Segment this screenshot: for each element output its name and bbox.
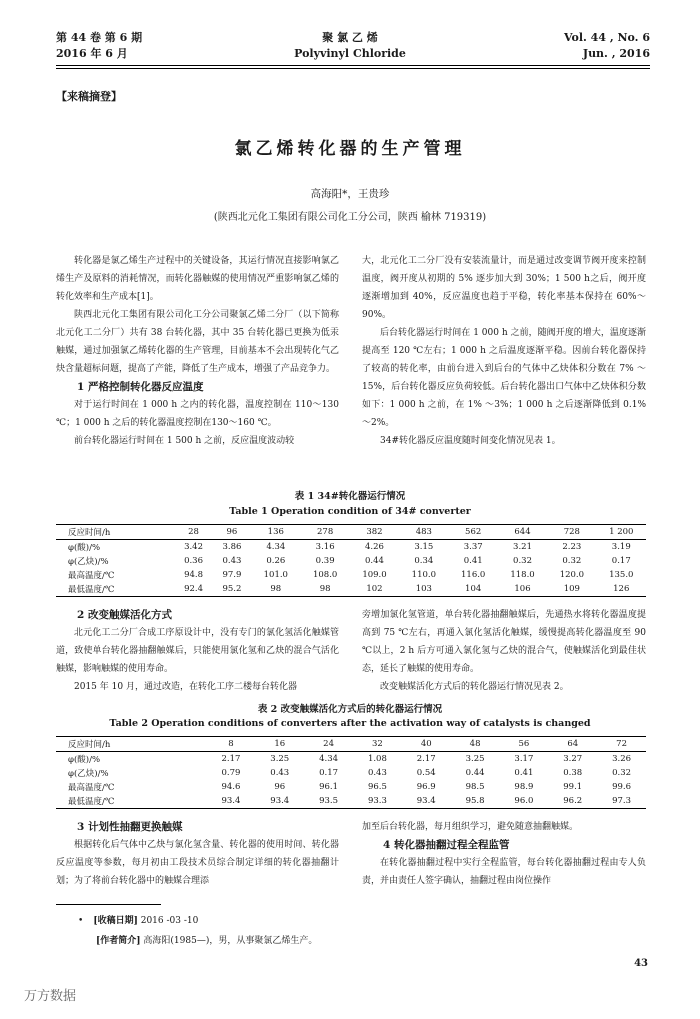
table-cell: 2.17 [221,754,241,764]
table-cell: 0.39 [315,556,335,566]
table1-caption-cn: 表 1 34#转化器运行情况 [294,491,406,502]
table-cell: 0.43 [222,556,242,566]
table-cell: 0.54 [416,768,436,778]
table-row [56,752,646,767]
table-header-row [56,525,646,540]
table-header-cell: 反应时间/h [56,737,207,752]
table-header-cell: 32 [353,737,402,752]
paragraph: 对于运行时间在 1 000 h 之内的转化器，温度控制在 110～130 ℃；1 000 h 之后的转化器温度控制在130～160 ℃。 [56,400,339,428]
table-cell: 93.5 [304,794,353,809]
table-cell: 99.6 [612,782,632,792]
table2-caption-cn: 表 2 改变触媒活化方式后的转化器运行情况 [257,704,443,715]
table-cell: 0.41 [514,768,534,778]
table-header-cell: 72 [597,737,646,752]
right-column-1 [362,252,646,450]
table-header-row [56,737,646,752]
page-number: 43 [634,958,648,969]
table-cell: 3.37 [463,542,483,552]
table1 [56,524,646,597]
table-cell: 4.34 [319,754,339,764]
table-cell: 98.5 [465,782,485,792]
table-row [56,540,646,555]
section-heading-2: 2 改变触媒活化方式 [77,609,172,621]
journal-date: 2016 年 6 月 [56,47,128,60]
paragraph: 在转化器抽翻过程中实行全程监管，每台转化器抽翻过程由专人负责，并由责任人签字确认，抽翻过程由岗位操作 [362,858,646,886]
table-cell: 110.0 [411,570,436,580]
table-cell: 3.17 [514,754,534,764]
author-label: [作者简介] [96,936,141,946]
table-cell: 0.17 [319,768,339,778]
paragraph: 前台转化器运行时间在 1 500 h 之前，反应温度波动较 [74,436,295,446]
table-header-cell: 56 [499,737,548,752]
table-cell: 最高温度/℃ [68,783,115,793]
footnote-rule [56,904,161,905]
table-cell: 106 [498,582,547,597]
table-cell: 98.9 [514,782,534,792]
table-cell: 0.32 [612,768,632,778]
table-cell: 3.15 [414,542,434,552]
table-header-cell: 16 [255,737,304,752]
table-cell: φ(乙炔)/% [68,557,109,567]
table-cell: 最低温度/℃ [56,794,207,809]
table-header-cell: 24 [304,737,353,752]
table-cell: 98 [300,582,349,597]
table-cell: 94.6 [221,782,241,792]
table-cell: 4.26 [365,542,384,552]
table-cell: 最低温度/℃ [56,582,174,597]
table-header-cell: 278 [300,525,349,540]
section-heading-3: 3 计划性抽翻更换触媒 [77,821,183,833]
table-header-cell: 40 [402,737,451,752]
table-cell: φ(乙炔)/% [68,769,109,779]
affiliation: (陕西北元化工集团有限公司化工分公司，陕西 榆林 719319) [213,212,487,223]
journal-date-en: Jun. , 2016 [582,47,650,60]
table-cell: 99.1 [563,782,583,792]
table-cell: 135.0 [609,570,634,580]
table-cell: 93.4 [402,794,451,809]
table-cell: 96 [274,782,286,792]
table-cell: 96.0 [499,794,548,809]
table-cell: 96.9 [416,782,436,792]
bullet: • [78,916,84,926]
received-label: [收稿日期] [93,916,138,926]
table-cell: 0.34 [414,556,434,566]
table-header-cell: 64 [548,737,597,752]
table-cell: 96.2 [548,794,597,809]
table-cell: 126 [597,582,646,597]
table-row [56,568,646,582]
table1-caption-en: Table 1 Operation condition of 34# converter [229,506,471,517]
table-header-cell: 48 [451,737,500,752]
table-cell: 2.23 [562,542,582,552]
table-cell: 2.17 [416,754,436,764]
paragraph: 加至后台转化器，每月组织学习，避免随意抽翻触媒。 [362,822,579,832]
table-cell: 3.21 [513,542,532,552]
table-cell: 109.0 [362,570,387,580]
table-cell: 0.32 [513,556,532,566]
author-bio: 高海阳(1985—)，男，从事聚氯乙烯生产。 [143,936,318,946]
table-cell: 3.16 [315,542,335,552]
journal-volume-en: Vol. 44 , No. 6 [563,31,650,44]
table-row [56,582,646,597]
footnote-author [96,932,317,951]
table2-caption-en: Table 2 Operation conditions of converters after the activation way of catalysts is changed [109,718,591,729]
table-header-cell: 562 [449,525,498,540]
paragraph: 大，北元化工二分厂没有安装流量计，而是通过改变调节阀开度来控制温度，阀开度从初期的 5% 逐步加大到 30%；1 500 h之后，阀开度逐渐增加到 40%，反应温度也趋于平稳，转化率基本保持在 60%～90%。 [362,256,646,320]
right-column-2 [362,606,646,696]
table-cell: 1.08 [367,754,387,764]
table-cell: 3.27 [563,754,583,764]
table-cell: 0.38 [563,768,583,778]
header-rule [56,65,650,66]
table-header-cell: 1 200 [597,525,646,540]
paragraph: 后台转化器运行时间在 1 000 h 之前，随阀开度的增大，温度逐渐提高至 120 ℃左右；1 000 h 之后温度逐渐平稳。因前台转化器保持了较高的转化率，由前台进入到后台的气体中乙炔体积分数在 7% ～15%，后台转化器反应负荷较低。后台转化器出口气体中乙炔体积分数如下：1 000 h 之前，在 1% ～3%；1 000 h 之后逐渐降低到 0.1% ～2%。 [362,328,646,428]
table-cell: 116.0 [461,570,486,580]
table-cell: 95.2 [213,582,251,597]
paragraph: 根据转化后气体中乙炔与氯化氢含量、转化器的使用时间、转化器反应温度等参数，每月初由工段技术员综合制定详细的转化器抽翻计划；为了将前台转化器中的触媒合理添 [56,840,339,886]
header-rule-2 [56,68,650,69]
table-cell: 98 [251,582,300,597]
table-cell: φ(酸)/% [68,543,101,553]
footnote-received [78,912,199,931]
table-header-cell: 136 [251,525,300,540]
table-row [56,794,646,809]
table-cell: 96.1 [319,782,339,792]
table-cell: 108.0 [312,570,338,580]
table-header-cell: 728 [547,525,596,540]
table-header-cell: 反应时间/h [56,525,174,540]
article-title: 氯乙烯转化器的生产管理 [234,139,466,159]
journal-name-cn: 聚 氯 乙 烯 [322,31,378,44]
table-cell: 92.4 [174,582,212,597]
table-cell: 95.8 [451,794,500,809]
table2 [56,736,646,809]
table-cell: 94.8 [184,570,203,580]
table-cell: 0.44 [365,556,384,566]
table-row [56,766,646,780]
table-cell: 0.17 [611,556,631,566]
table-cell: 118.0 [510,570,535,580]
table-cell: 3.25 [270,754,290,764]
table-cell: 104 [449,582,498,597]
table-row [56,554,646,568]
table-cell: φ(酸)/% [68,755,101,765]
paragraph: 陕西北元化工集团有限公司化工分公司聚氯乙烯二分厂（以下简称北元化工二分厂）共有 38 台转化器，其中 35 台转化器已更换为低汞触媒，通过加强氯乙烯转化器的生产管理，目前基本不会出现转化气乙炔含量超标问题，提高了产能，降低了生产成本，增强了产品竞争力。 [56,310,339,374]
left-column-2 [56,606,339,696]
paragraph: 34#转化器反应温度随时间变化情况见表 1。 [380,436,561,446]
table-cell: 103 [399,582,448,597]
table-header-cell: 644 [498,525,547,540]
table-cell: 93.4 [207,794,256,809]
table-header-cell: 96 [213,525,251,540]
received-date: 2016 -03 -10 [140,916,199,926]
table-cell: 96.5 [367,782,387,792]
table-cell: 0.79 [221,768,241,778]
watermark: 万方数据 [24,989,77,1004]
table-cell: 0.32 [562,556,582,566]
right-column-3 [362,818,646,890]
authors: 高海阳*，王贵珍 [310,188,390,200]
section-heading-4: 4 转化器抽翻过程全程监管 [383,839,510,851]
table-cell: 101.0 [263,570,288,580]
table-cell: 102 [350,582,399,597]
table-cell: 93.4 [255,794,304,809]
table-cell: 93.3 [353,794,402,809]
table-cell: 97.3 [597,794,646,809]
table-cell: 0.43 [270,768,290,778]
table-header-cell: 382 [350,525,399,540]
column-label: 【来稿摘登】 [56,90,122,103]
table-cell: 97.9 [222,570,242,580]
left-column-3 [56,818,339,890]
table-cell: 3.26 [612,754,632,764]
table-cell: 0.26 [266,556,286,566]
table-cell: 0.41 [463,556,483,566]
table-cell: 4.34 [266,542,286,552]
table-cell: 0.36 [184,556,203,566]
table-header-cell: 28 [174,525,212,540]
table-header-cell: 8 [207,737,256,752]
table-cell: 3.86 [222,542,242,552]
journal-name-en: Polyvinyl Chloride [294,47,406,60]
paragraph: 转化器是氯乙烯生产过程中的关键设备，其运行情况直接影响氯乙烯生产及原料的消耗情况，而转化器触媒的使用情况严重影响氯乙烯的转化效率和生产成本[1]。 [56,256,339,302]
table-cell: 109 [547,582,596,597]
table-cell: 0.43 [367,768,387,778]
table-cell: 0.44 [465,768,485,778]
table-cell: 最高温度/℃ [68,571,115,581]
table-cell: 120.0 [559,570,585,580]
paragraph: 改变触媒活化方式后的转化器运行情况见表 2。 [380,682,569,692]
table-cell: 3.25 [465,754,485,764]
table-header-cell: 483 [399,525,448,540]
table-row [56,780,646,794]
section-heading-1: 1 严格控制转化器反应温度 [77,381,204,393]
paragraph: 北元化工二分厂合成工序原设计中，没有专门的氯化氢活化触媒管道，致使单台转化器抽翻触媒后，只能使用氯化氢和乙炔的混合气活化触媒，影响触媒的使用寿命。 [56,628,339,674]
table-cell: 3.42 [184,542,203,552]
paragraph: 旁增加氯化氢管道，单台转化器抽翻触媒后，先通热水将转化器温度提高到 75 ℃左右，再通入氯化氢活化触媒，缓慢提高转化器温度至 90 ℃以上，2 h 后方可通入氯化氢与乙炔的混合气，使触媒活化到最佳状态，延长了触媒的使用寿命。 [362,610,646,674]
journal-volume: 第 44 卷 第 6 期 [56,31,143,44]
left-column-1 [56,252,339,450]
paragraph: 2015 年 10 月，通过改造，在转化工序二楼每台转化器 [74,682,297,692]
table-cell: 3.19 [611,542,631,552]
